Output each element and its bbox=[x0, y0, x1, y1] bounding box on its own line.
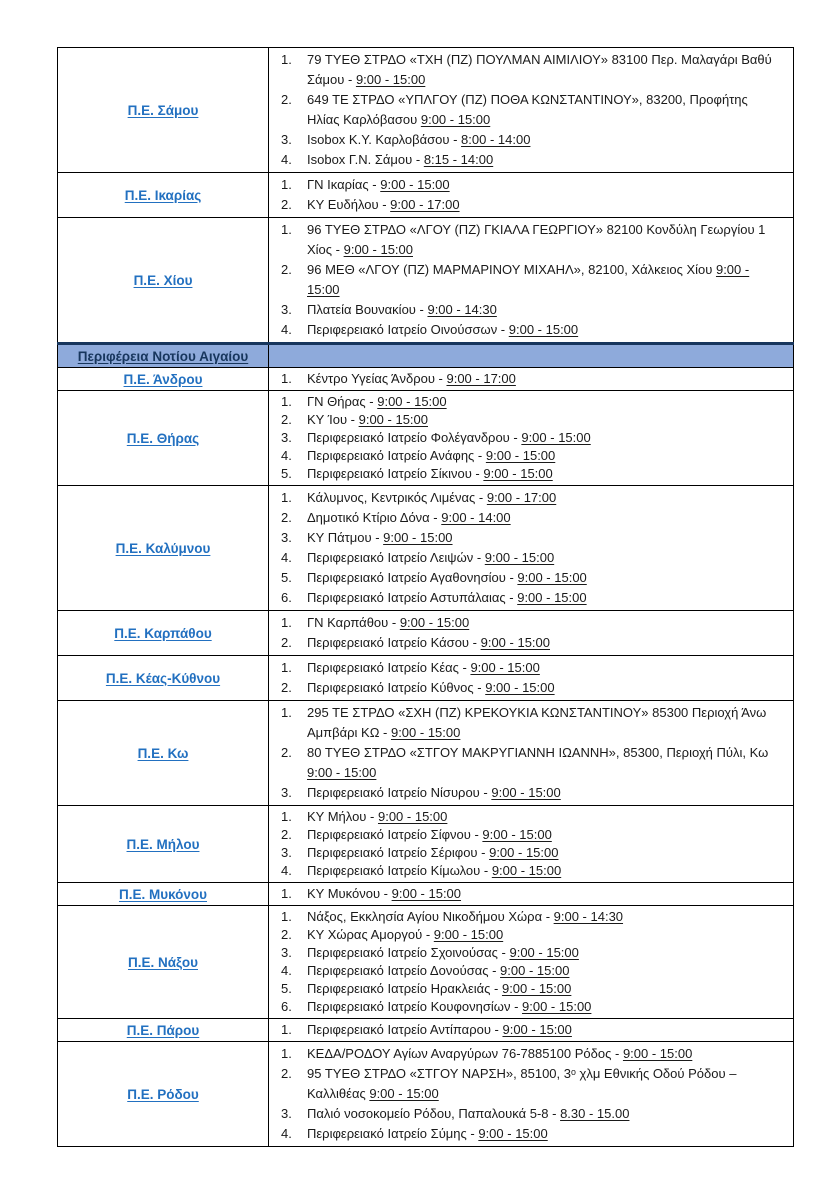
opening-hours: 9:00 - 15:00 bbox=[380, 177, 450, 192]
item-number: 1. bbox=[281, 52, 292, 67]
item-number: 3. bbox=[281, 430, 292, 445]
location-name: Περιφερειακό Ιατρείο Φολέγανδρου - bbox=[307, 430, 522, 445]
item-number: 1. bbox=[281, 1046, 292, 1061]
location-name: Περιφερειακό Ιατρείο Σίφνου - bbox=[307, 827, 483, 842]
location-name: 95 ΤΥΕΘ ΣΤΡΔΟ «ΣΤΓΟΥ ΝΑΡΣΗ», 85100, 3ᵒ χλμ Εθνικής Οδού Ρόδου – Καλλιθέας bbox=[307, 1066, 737, 1101]
location-item bbox=[281, 175, 773, 195]
item-number: 3. bbox=[281, 945, 292, 960]
opening-hours: 9:00 - 15:00 bbox=[521, 430, 591, 445]
location-name: ΚΥ Πάτμου - bbox=[307, 530, 384, 545]
opening-hours: 9:00 - 17:00 bbox=[390, 197, 460, 212]
location-text bbox=[307, 300, 773, 320]
pe-label-link[interactable]: Π.Ε. Μυκόνου bbox=[118, 886, 208, 902]
location-text bbox=[307, 633, 773, 653]
location-name: Περιφερειακό Ιατρείο Αντίπαρου - bbox=[307, 1022, 503, 1037]
item-number: 4. bbox=[281, 1126, 292, 1141]
pe-label-cell bbox=[58, 1042, 269, 1147]
location-item bbox=[281, 783, 773, 803]
location-text bbox=[307, 808, 773, 826]
opening-hours: 9:00 - 15:00 bbox=[483, 466, 553, 481]
table-row bbox=[58, 1042, 794, 1147]
opening-hours: 9:00 - 15:00 bbox=[420, 112, 491, 127]
location-name: Περιφερειακό Ιατρείο Κάσου - bbox=[307, 635, 481, 650]
location-name: Περιφερειακό Ιατρείο Δονούσας - bbox=[307, 963, 501, 978]
location-name: Περιφερειακό Ιατρείο Κύθνος - bbox=[307, 680, 486, 695]
locations-cell bbox=[269, 173, 794, 218]
pe-label-link[interactable]: Π.Ε. Νάξου bbox=[127, 954, 198, 970]
location-text bbox=[307, 393, 773, 411]
item-number: 5. bbox=[281, 570, 292, 585]
location-name: ΚΥ Μήλου - bbox=[307, 809, 378, 824]
location-item bbox=[281, 528, 773, 548]
item-number: 2. bbox=[281, 1066, 292, 1081]
item-number: 1. bbox=[281, 886, 292, 901]
location-item bbox=[281, 150, 773, 170]
location-item bbox=[281, 1124, 773, 1144]
location-name: Περιφερειακό Ιατρείο Αγαθονησίου - bbox=[307, 570, 518, 585]
schedule-table bbox=[57, 47, 794, 1147]
location-item bbox=[281, 944, 773, 962]
location-item bbox=[281, 1064, 773, 1104]
location-item bbox=[281, 998, 773, 1016]
location-text bbox=[307, 1044, 773, 1064]
item-number: 3. bbox=[281, 132, 292, 147]
table-row bbox=[58, 611, 794, 656]
region-header-cell bbox=[58, 344, 269, 368]
location-text bbox=[307, 175, 773, 195]
location-item bbox=[281, 588, 773, 608]
opening-hours: 9:00 - 15:00 bbox=[509, 945, 579, 960]
pe-label-cell bbox=[58, 611, 269, 656]
opening-hours: 9:00 - 15:00 bbox=[508, 322, 579, 337]
location-name: Νάξος, Εκκλησία Αγίου Νικοδήμου Χώρα - bbox=[307, 909, 554, 924]
location-item bbox=[281, 613, 773, 633]
location-text bbox=[307, 130, 773, 150]
location-text bbox=[307, 50, 773, 90]
locations-cell bbox=[269, 906, 794, 1019]
location-text bbox=[307, 411, 773, 429]
pe-label-cell bbox=[58, 48, 269, 173]
location-text bbox=[307, 90, 773, 130]
locations-cell bbox=[269, 368, 794, 391]
pe-label-link[interactable]: Π.Ε. Κω bbox=[137, 745, 189, 761]
pe-label-link[interactable]: Π.Ε. Κέας-Κύθνου bbox=[105, 670, 221, 686]
opening-hours: 9:00 - 15:00 bbox=[343, 242, 413, 257]
opening-hours: 9:00 - 15:00 bbox=[307, 262, 750, 297]
opening-hours: 9:00 - 15:00 bbox=[358, 412, 428, 427]
opening-hours: 9:00 - 15:00 bbox=[307, 765, 377, 780]
location-item bbox=[281, 678, 773, 698]
location-text bbox=[307, 862, 773, 880]
item-number: 4. bbox=[281, 152, 292, 167]
item-number: 5. bbox=[281, 981, 292, 996]
item-number: 6. bbox=[281, 590, 292, 605]
location-name: ΓΝ Ικαρίας - bbox=[307, 177, 381, 192]
location-text bbox=[307, 1064, 773, 1104]
location-item bbox=[281, 508, 773, 528]
item-number: 4. bbox=[281, 963, 292, 978]
pe-label-cell bbox=[58, 391, 269, 486]
location-item bbox=[281, 1021, 773, 1039]
pe-label-link[interactable]: Π.Ε. Σάμου bbox=[127, 102, 199, 118]
location-item bbox=[281, 885, 773, 903]
item-number: 6. bbox=[281, 999, 292, 1014]
pe-label-cell bbox=[58, 701, 269, 806]
location-text bbox=[307, 588, 773, 608]
location-name: Περιφερειακό Ιατρείο Οινούσσων - bbox=[307, 322, 509, 337]
location-text bbox=[307, 844, 773, 862]
location-name: ΓΝ Καρπάθου - bbox=[307, 615, 400, 630]
location-name: ΚΥ Μυκόνου - bbox=[307, 886, 392, 901]
locations-cell bbox=[269, 1019, 794, 1042]
location-name: Περιφερειακό Ιατρείο Αστυπάλαιας - bbox=[307, 590, 518, 605]
opening-hours: 9:00 - 15:00 bbox=[369, 1086, 439, 1101]
pe-label-link[interactable]: Π.Ε. Άνδρου bbox=[123, 371, 203, 387]
opening-hours: 9:00 - 15:00 bbox=[433, 927, 504, 942]
location-item bbox=[281, 568, 773, 588]
location-item bbox=[281, 411, 773, 429]
location-text bbox=[307, 1104, 773, 1124]
table-row bbox=[58, 48, 794, 173]
pe-label-cell bbox=[58, 486, 269, 611]
item-number: 1. bbox=[281, 394, 292, 409]
location-text bbox=[307, 908, 773, 926]
locations-cell bbox=[269, 701, 794, 806]
opening-hours: 9:00 - 15:00 bbox=[489, 845, 559, 860]
opening-hours: 9:00 - 15:00 bbox=[484, 550, 555, 565]
table-row bbox=[58, 218, 794, 344]
pe-label-link[interactable]: Π.Ε. Μήλου bbox=[126, 836, 200, 852]
table-row bbox=[58, 368, 794, 391]
location-name: ΚΥ Ευδήλου - bbox=[307, 197, 391, 212]
item-number: 2. bbox=[281, 197, 292, 212]
opening-hours: 9:00 - 15:00 bbox=[522, 999, 592, 1014]
location-text bbox=[307, 220, 773, 260]
item-number: 1. bbox=[281, 222, 292, 237]
locations-cell bbox=[269, 611, 794, 656]
opening-hours: 9:00 - 15:00 bbox=[399, 615, 470, 630]
location-text bbox=[307, 528, 773, 548]
location-item bbox=[281, 90, 773, 130]
pe-label-cell bbox=[58, 1019, 269, 1042]
item-number: 1. bbox=[281, 615, 292, 630]
opening-hours: 9:00 - 15:00 bbox=[470, 660, 540, 675]
opening-hours: 9:00 - 15:00 bbox=[485, 680, 555, 695]
table-row bbox=[58, 806, 794, 883]
item-number: 2. bbox=[281, 927, 292, 942]
location-item bbox=[281, 962, 773, 980]
location-text bbox=[307, 1021, 773, 1039]
location-text bbox=[307, 568, 773, 588]
region-header-empty-cell bbox=[269, 344, 794, 368]
location-name: ΚΥ Χώρας Αμοργού - bbox=[307, 927, 434, 942]
item-number: 1. bbox=[281, 809, 292, 824]
location-name: 649 ΤΕ ΣΤΡΔΟ «ΥΠΛΓΟΥ (ΠΖ) ΠΟΘΑ ΚΩΝΣΤΑΝΤΙΝΟΥ», 83200, Προφήτης Ηλίας Καρλόβασου bbox=[307, 92, 748, 127]
location-text bbox=[307, 195, 773, 215]
location-text bbox=[307, 658, 773, 678]
location-name: ΓΝ Θήρας - bbox=[307, 394, 378, 409]
locations-cell bbox=[269, 48, 794, 173]
table-row bbox=[58, 1019, 794, 1042]
opening-hours: 9:00 - 15:00 bbox=[478, 1126, 548, 1141]
location-item bbox=[281, 300, 773, 320]
location-item bbox=[281, 980, 773, 998]
locations-cell bbox=[269, 486, 794, 611]
location-name: 96 ΜΕΘ «ΛΓΟΥ (ΠΖ) ΜΑΡΜΑΡΙΝΟΥ ΜΙΧΑΗΛ», 82100, Χάλκειος Χίου bbox=[307, 262, 716, 277]
item-number: 4. bbox=[281, 448, 292, 463]
opening-hours: 9:00 - 15:00 bbox=[377, 394, 447, 409]
region-header-label: Περιφέρεια Νοτίου Αιγαίου bbox=[77, 348, 249, 364]
location-text bbox=[307, 944, 773, 962]
pe-label-cell bbox=[58, 806, 269, 883]
location-text bbox=[307, 447, 773, 465]
item-number: 2. bbox=[281, 635, 292, 650]
pe-label-link[interactable]: Π.Ε. Καλύμνου bbox=[115, 540, 211, 556]
location-text bbox=[307, 508, 773, 528]
locations-cell bbox=[269, 1042, 794, 1147]
location-text bbox=[307, 980, 773, 998]
item-number: 2. bbox=[281, 412, 292, 427]
opening-hours: 9:00 - 15:00 bbox=[390, 725, 461, 740]
location-name: 80 ΤΥΕΘ ΣΤΡΔΟ «ΣΤΓΟΥ ΜΑΚΡΥΓΙΑΝΝΗ ΙΩΑΝΝΗ», 85300, Περιοχή Πύλι, Κω bbox=[307, 745, 769, 760]
location-text bbox=[307, 678, 773, 698]
opening-hours: 9:00 - 15:00 bbox=[502, 1022, 572, 1037]
table-row bbox=[58, 173, 794, 218]
item-number: 1. bbox=[281, 1022, 292, 1037]
locations-cell bbox=[269, 883, 794, 906]
location-name: Πλατεία Βουνακίου - bbox=[307, 302, 428, 317]
table-row bbox=[58, 906, 794, 1019]
location-text bbox=[307, 783, 773, 803]
item-number: 3. bbox=[281, 1106, 292, 1121]
item-number: 2. bbox=[281, 827, 292, 842]
opening-hours: 9:00 - 15:00 bbox=[485, 448, 556, 463]
location-name: 79 ΤΥΕΘ ΣΤΡΔΟ «ΤΧΗ (ΠΖ) ΠΟΥΛΜΑΝ ΑΙΜΙΛΙΟΥ» 83100 Περ. Μαλαγάρι Βαθύ Σάμου - bbox=[307, 52, 772, 87]
opening-hours: 9:00 - 14:30 bbox=[427, 302, 497, 317]
pe-label-cell bbox=[58, 656, 269, 701]
item-number: 1. bbox=[281, 177, 292, 192]
location-item bbox=[281, 429, 773, 447]
pe-label-link[interactable]: Π.Ε. Πάρου bbox=[126, 1022, 200, 1038]
opening-hours: 9:00 - 15:00 bbox=[622, 1046, 693, 1061]
location-item bbox=[281, 130, 773, 150]
opening-hours: 9:00 - 15:00 bbox=[355, 72, 426, 87]
location-item bbox=[281, 926, 773, 944]
pe-label-cell bbox=[58, 173, 269, 218]
schedule-table-body bbox=[58, 48, 794, 1147]
item-number: 1. bbox=[281, 909, 292, 924]
item-number: 3. bbox=[281, 530, 292, 545]
location-text bbox=[307, 260, 773, 300]
location-item bbox=[281, 393, 773, 411]
item-number: 2. bbox=[281, 262, 292, 277]
item-number: 4. bbox=[281, 863, 292, 878]
opening-hours: 9:00 - 14:30 bbox=[553, 909, 624, 924]
table-row bbox=[58, 486, 794, 611]
location-item bbox=[281, 465, 773, 483]
location-text bbox=[307, 885, 773, 903]
item-number: 4. bbox=[281, 322, 292, 337]
location-item bbox=[281, 1044, 773, 1064]
opening-hours: 9:00 - 15:00 bbox=[391, 886, 462, 901]
location-item bbox=[281, 370, 773, 388]
pe-label-cell bbox=[58, 368, 269, 391]
location-name: 295 ΤΕ ΣΤΡΔΟ «ΣΧΗ (ΠΖ) ΚΡΕΚΟΥΚΙΑ ΚΩΝΣΤΑΝΤΙΝΟΥ» 85300 Περιοχή Άνω Αμπβάρι ΚΩ - bbox=[307, 705, 767, 740]
location-name: ΚΕΔΑ/ΡΟΔΟΥ Αγίων Αναργύρων 76-7885100 Ρόδος - bbox=[307, 1046, 623, 1061]
pe-label-cell bbox=[58, 218, 269, 344]
location-text bbox=[307, 548, 773, 568]
location-text bbox=[307, 150, 773, 170]
location-name: Isobox Γ.Ν. Σάμου - bbox=[307, 152, 424, 167]
opening-hours: 9:00 - 15:00 bbox=[377, 809, 448, 824]
location-item bbox=[281, 548, 773, 568]
location-text bbox=[307, 429, 773, 447]
locations-cell bbox=[269, 656, 794, 701]
opening-hours: 9:00 - 15:00 bbox=[491, 785, 561, 800]
locations-cell bbox=[269, 806, 794, 883]
opening-hours: 9:00 - 15:00 bbox=[517, 570, 587, 585]
location-name: Περιφερειακό Ιατρείο Ανάφης - bbox=[307, 448, 486, 463]
location-item bbox=[281, 447, 773, 465]
location-item bbox=[281, 743, 773, 783]
location-item bbox=[281, 844, 773, 862]
table-row bbox=[58, 701, 794, 806]
item-number: 1. bbox=[281, 490, 292, 505]
item-number: 1. bbox=[281, 660, 292, 675]
location-name: Περιφερειακό Ιατρείο Σύμης - bbox=[307, 1126, 479, 1141]
opening-hours: 8:15 - 14:00 bbox=[423, 152, 494, 167]
opening-hours: 9:00 - 15:00 bbox=[500, 963, 570, 978]
location-text bbox=[307, 826, 773, 844]
location-name: Δημοτικό Κτίριο Δόνα - bbox=[307, 510, 442, 525]
location-item bbox=[281, 195, 773, 215]
location-item bbox=[281, 260, 773, 300]
item-number: 3. bbox=[281, 845, 292, 860]
location-text bbox=[307, 926, 773, 944]
location-text bbox=[307, 465, 773, 483]
opening-hours: 9:00 - 17:00 bbox=[446, 371, 516, 386]
location-item bbox=[281, 1104, 773, 1124]
location-name: Περιφερειακό Ιατρείο Νίσυρου - bbox=[307, 785, 492, 800]
location-name: Κέντρο Υγείας Άνδρου - bbox=[307, 371, 447, 386]
item-number: 1. bbox=[281, 705, 292, 720]
item-number: 5. bbox=[281, 466, 292, 481]
pe-label-cell bbox=[58, 883, 269, 906]
location-text bbox=[307, 962, 773, 980]
location-text bbox=[307, 370, 773, 388]
item-number: 2. bbox=[281, 745, 292, 760]
location-item bbox=[281, 488, 773, 508]
location-item bbox=[281, 320, 773, 340]
item-number: 1. bbox=[281, 371, 292, 386]
location-item bbox=[281, 808, 773, 826]
opening-hours: 9:00 - 15:00 bbox=[480, 635, 550, 650]
location-name: Κάλυμνος, Κεντρικός Λιμένας - bbox=[307, 490, 487, 505]
table-row bbox=[58, 391, 794, 486]
item-number: 3. bbox=[281, 302, 292, 317]
location-text bbox=[307, 320, 773, 340]
item-number: 3. bbox=[281, 785, 292, 800]
location-name: Περιφερειακό Ιατρείο Ηρακλειάς - bbox=[307, 981, 502, 996]
location-item bbox=[281, 862, 773, 880]
location-text bbox=[307, 703, 773, 743]
location-name: Περιφερειακό Ιατρείο Σχοινούσας - bbox=[307, 945, 510, 960]
opening-hours: 9:00 - 15:00 bbox=[383, 530, 453, 545]
opening-hours: 9:00 - 15:00 bbox=[501, 981, 572, 996]
pe-label-link[interactable]: Π.Ε. Ρόδου bbox=[127, 1086, 199, 1102]
pe-label-link[interactable]: Π.Ε. Θήρας bbox=[126, 430, 200, 446]
opening-hours: 8.30 - 15.00 bbox=[560, 1106, 630, 1121]
table-row bbox=[58, 656, 794, 701]
location-name: Περιφερειακό Ιατρείο Κουφονησίων - bbox=[307, 999, 523, 1014]
location-item bbox=[281, 633, 773, 653]
location-text bbox=[307, 613, 773, 633]
location-text bbox=[307, 743, 773, 783]
opening-hours: 9:00 - 14:00 bbox=[441, 510, 511, 525]
opening-hours: 8:00 - 14:00 bbox=[461, 132, 531, 147]
opening-hours: 9:00 - 15:00 bbox=[482, 827, 552, 842]
region-header-row bbox=[58, 344, 794, 368]
opening-hours: 9:00 - 17:00 bbox=[486, 490, 557, 505]
location-item bbox=[281, 220, 773, 260]
location-name: 96 ΤΥΕΘ ΣΤΡΔΟ «ΛΓΟΥ (ΠΖ) ΓΚΙΑΛΑ ΓΕΩΡΓΙΟΥ» 82100 Κονδύλη Γεωργίου 1 Χίος - bbox=[307, 222, 766, 257]
location-name: Περιφερειακό Ιατρείο Σίκινου - bbox=[307, 466, 484, 481]
item-number: 2. bbox=[281, 510, 292, 525]
item-number: 4. bbox=[281, 550, 292, 565]
pe-label-link[interactable]: Π.Ε. Ικαρίας bbox=[124, 187, 202, 203]
item-number: 2. bbox=[281, 92, 292, 107]
location-name: ΚΥ Ίου - bbox=[307, 412, 359, 427]
table-row bbox=[58, 883, 794, 906]
location-text bbox=[307, 998, 773, 1016]
location-item bbox=[281, 703, 773, 743]
location-item bbox=[281, 908, 773, 926]
location-item bbox=[281, 658, 773, 678]
location-text bbox=[307, 1124, 773, 1144]
location-name: Περιφερειακό Ιατρείο Κίμωλου - bbox=[307, 863, 492, 878]
location-name: Περιφερειακό Ιατρείο Κέας - bbox=[307, 660, 471, 675]
location-name: Περιφερειακό Ιατρείο Σέριφου - bbox=[307, 845, 490, 860]
item-number: 2. bbox=[281, 680, 292, 695]
pe-label-link[interactable]: Π.Ε. Χίου bbox=[133, 272, 193, 288]
locations-cell bbox=[269, 391, 794, 486]
opening-hours: 9:00 - 15:00 bbox=[491, 863, 562, 878]
pe-label-link[interactable]: Π.Ε. Καρπάθου bbox=[114, 625, 212, 641]
location-text bbox=[307, 488, 773, 508]
opening-hours: 9:00 - 15:00 bbox=[517, 590, 587, 605]
location-item bbox=[281, 50, 773, 90]
locations-cell bbox=[269, 218, 794, 344]
location-name: Παλιό νοσοκομείο Ρόδου, Παπαλουκά 5-8 - bbox=[307, 1106, 561, 1121]
pe-label-cell bbox=[58, 906, 269, 1019]
location-name: Περιφερειακό Ιατρείο Λειψών - bbox=[307, 550, 485, 565]
location-item bbox=[281, 826, 773, 844]
location-name: Isobox Κ.Υ. Καρλοβάσου - bbox=[307, 132, 462, 147]
